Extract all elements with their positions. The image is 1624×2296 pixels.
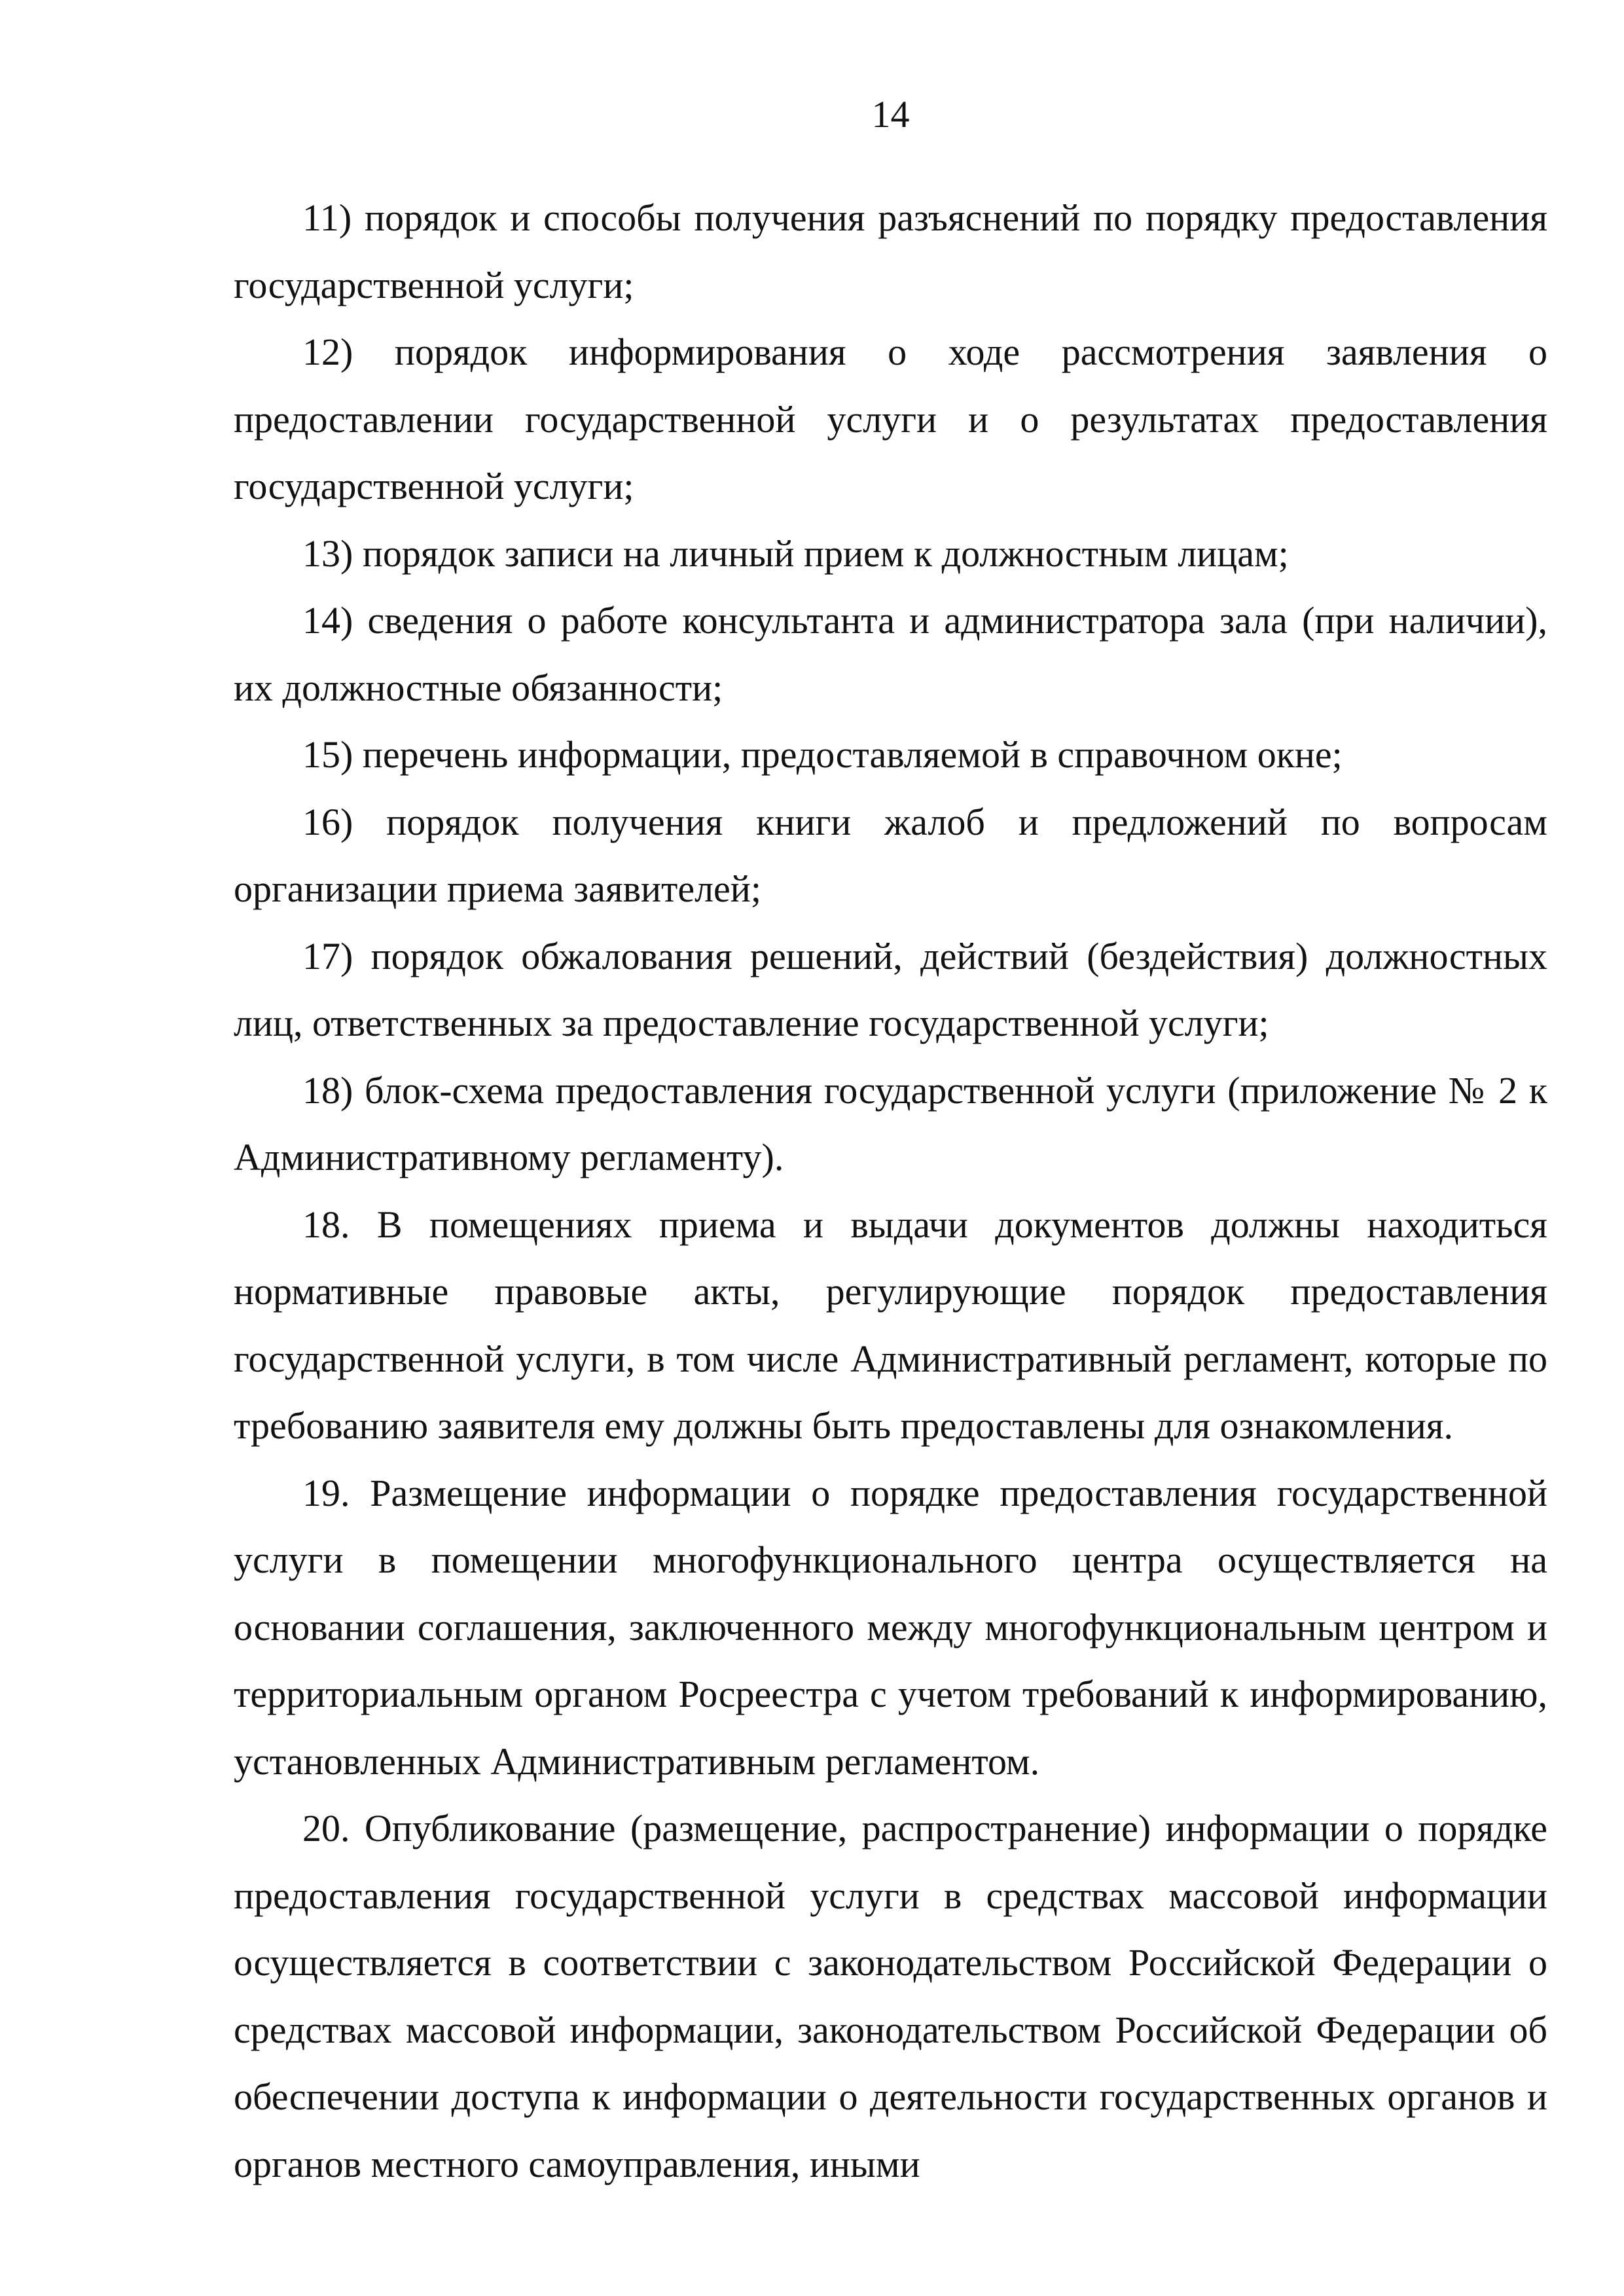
document-body [234,185,1547,2198]
page-number: 14 [871,93,910,136]
paragraph-section-19: 19. Размещение информации о порядке предоставления государственной услуги в помещении многофункционального центра осуществляется на основании соглашения, заключенного между многофункциональным центром и территориальным органом Росреестра с учетом требований к информированию, установленных Административным регламентом. [234,1471,1547,1783]
paragraph-item-11: 11) порядок и способы получения разъяснений по порядку предоставления государственной услуги; [234,196,1547,306]
paragraph-item-13: 13) порядок записи на личный прием к должностным лицам; [302,532,1289,575]
paragraph-item-17: 17) порядок обжалования решений, действий (бездействия) должностных лиц, ответственных за предоставление государственной услуги; [234,934,1547,1044]
paragraph-section-18: 18. В помещениях приема и выдачи документов должны находиться нормативные правовые акты, регулирующие порядок предоставления государственной услуги, в том числе Административный регламент, которые по требованию заявителя ему должны быть предоставлены для ознакомления. [234,1203,1547,1447]
paragraph-item-12: 12) порядок информирования о ходе рассмотрения заявления о предоставлении государственной услуги и о результатах предоставления государственной услуги; [234,331,1547,507]
paragraph-item-14: 14) сведения о работе консультанта и администратора зала (при наличии), их должностные обязанности; [234,599,1547,709]
paragraph-section-20: 20. Опубликование (размещение, распространение) информации о порядке предоставления государственной услуги в средствах массовой информации осуществляется в соответствии с законодательством Российской Федерации о средствах массовой информации, законодательством Российской Федерации об обеспечении доступа к информации о деятельности государственных органов и органов местного самоуправления, иными [234,1807,1547,2185]
paragraph-item-18: 18) блок-схема предоставления государственной услуги (приложение № 2 к Административному регламенту). [234,1068,1547,1178]
paragraph-item-16: 16) порядок получения книги жалоб и предложений по вопросам организации приема заявителей; [234,800,1547,910]
paragraph-item-15: 15) перечень информации, предоставляемой в справочном окне; [302,733,1343,776]
